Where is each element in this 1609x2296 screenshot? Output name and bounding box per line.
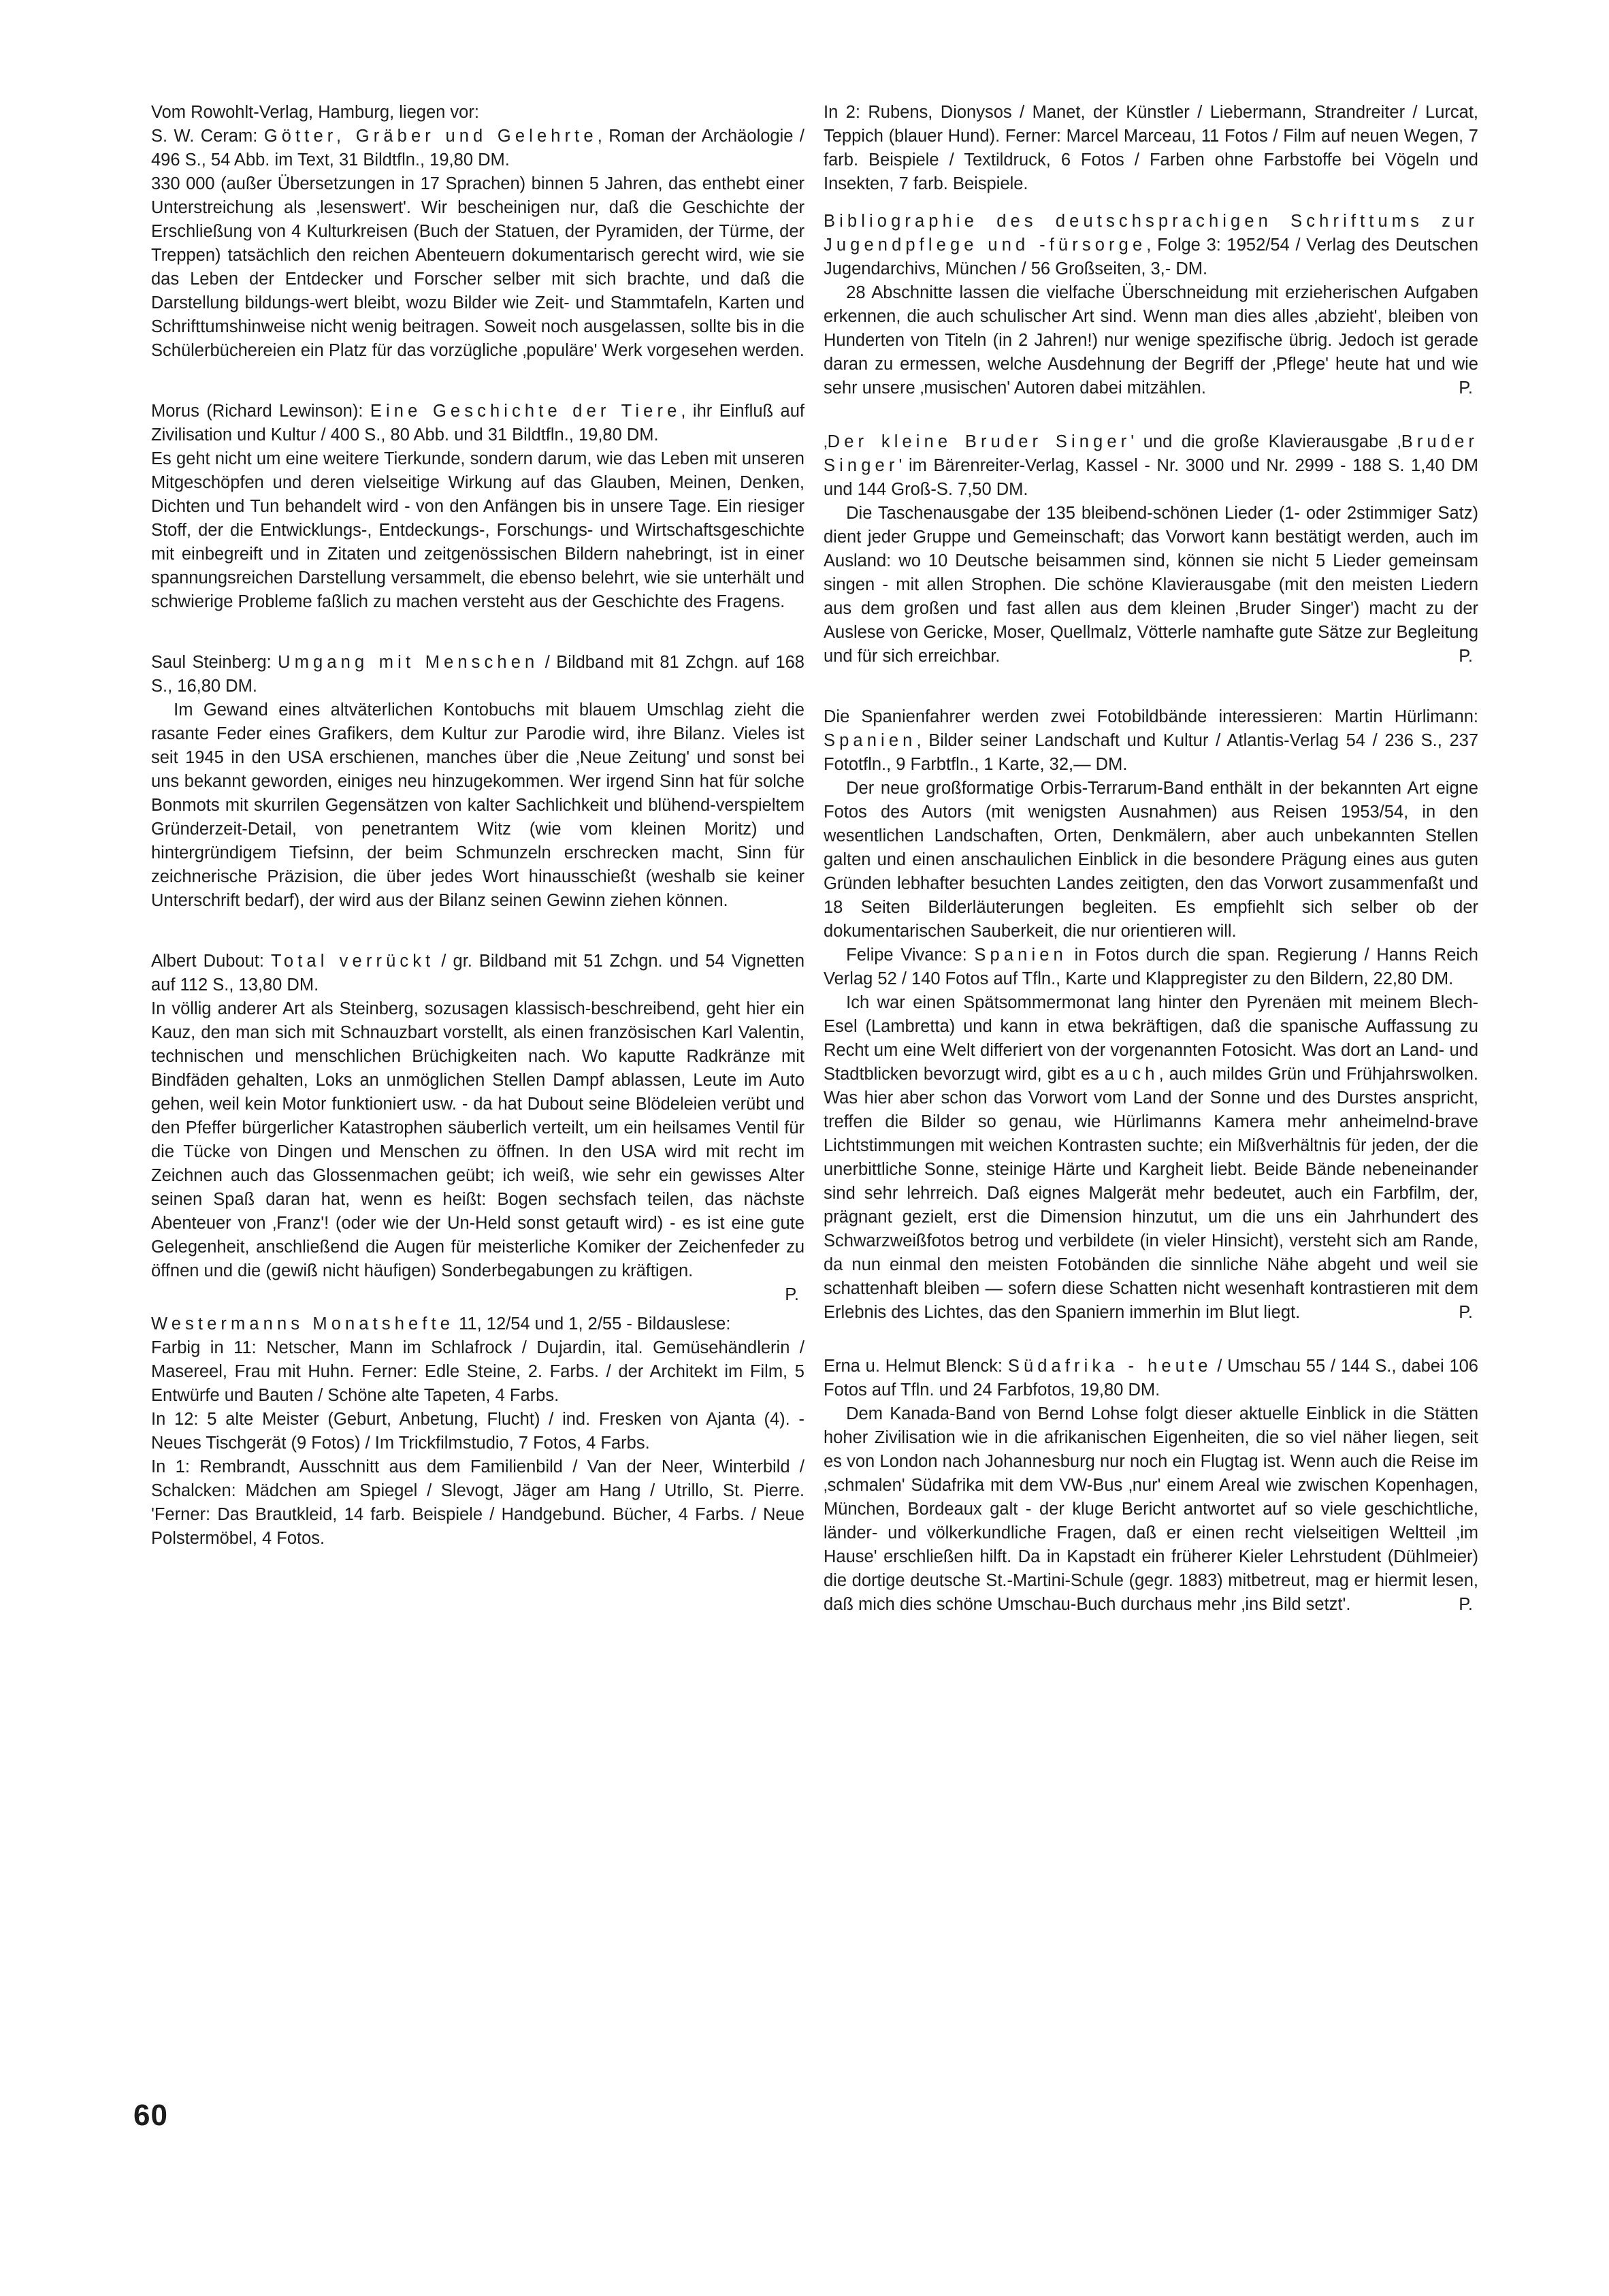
- left-column: [151, 101, 804, 1551]
- spanien-details: , Bilder seiner Landschaft und Kultur / Atlantis-Verlag 54 / 236 S., 237 Fototfln., 9 Farbtfln., 1 Karte, 32,— DM.: [824, 731, 1478, 774]
- singer-title-small: Der kleine Bruder Singer: [827, 432, 1131, 451]
- review-bibliographie: [824, 210, 1478, 400]
- suedafrika-citation: [824, 1355, 1478, 1402]
- suedafrika-review: Dem Kanada-Band von Bernd Lohse folgt dieser aktuelle Einblick in die Stätten hoher Zivilisation wie in die afrikanischen Eigenheiten, die so viel näher liegen, seit es von London nach Johannesburg nur noch ein Flugtag ist. Wenn auch die Reise im ‚schmalen' Südafrika mit dem VW-Bus ‚nur' einem Areal wie zwischen Kopenhagen, München, Bordeaux galt - der kluge Bericht antwortet auf so viele geschichtliche, länder- und völkerkundliche Fragen, daß er einen recht vielseitigen Weltteil ‚im Hause' erschließen hilft. Da in Kapstadt ein früherer Kieler Lehrstudent (Dühlmeier) die dortige deutsche St.-Martini-Schule (gegr. 1883) mitbetreut, mag er hiermit lesen, daß mich dies schöne Umschau-Buch durchaus mehr ‚ins Bild setzt'.: [824, 1404, 1478, 1614]
- singer-signature: P.: [1459, 647, 1473, 666]
- review-westermann-cont: [824, 101, 1478, 196]
- dubout-title: Total verrückt: [271, 952, 435, 971]
- review-spanien: [824, 705, 1478, 1325]
- vivance-title: Spanien: [974, 945, 1067, 965]
- morus-author: Morus (Richard Lewinson):: [151, 402, 363, 421]
- page-number: 60: [133, 2099, 168, 2132]
- vivance-review-b: , auch mildes Grün und Frühjahrswolken. Was hier aber schon das Vorwort vom Land der Sonne und des Durstes anspricht, treffen die Bilder so genau, wie Hürlimanns Kamera mehr anheimelnd-brave Lichtstimmungen mit weichen Kontrasten suchte; ein Mißverhältnis für jeden, der die unerbittliche Sonne, steinige Härte und Kargheit liebt. Beide Bände nebeneinander sind sehr lehrreich. Daß eignes Malgerät mehr bedeutet, auch ein Farbfilm, der, prägnant gezielt, erst die Dimension hinzutut, um die uns ein Jahrhundert des Schwarzweißfotos betrog und verbildete (in vieler Hinsicht), versteht sich am Rande, da nun einmal den meisten Fotobänden die sinnliche Nähe abgeht und weil sie schattenhaft bleiben — sofern diese Schatten nicht wesenhaft kontrastieren mit dem Erlebnis des Lichtes, das den Spaniern immerhin im Blut liegt.: [824, 1065, 1479, 1322]
- westermann-citation: [151, 1312, 804, 1336]
- rowohlt-intro: Vom Rowohlt-Verlag, Hamburg, liegen vor:: [151, 103, 479, 122]
- vivance-citation: [824, 943, 1478, 991]
- review-suedafrika: [824, 1355, 1478, 1617]
- vivance-author: Felipe Vivance:: [846, 945, 975, 965]
- vivance-review: [824, 991, 1478, 1325]
- suedafrika-title: Südafrika - heute: [1007, 1357, 1212, 1376]
- suedafrika-author: Erna u. Helmut Blenck:: [824, 1357, 1008, 1376]
- westermann-title: Westermanns Monatshefte: [151, 1314, 455, 1333]
- singer-title-large: Bruder Singer: [824, 432, 1478, 475]
- steinberg-author: Saul Steinberg:: [151, 653, 272, 672]
- ceram-author: S. W. Ceram:: [151, 127, 258, 146]
- review-singer: [824, 430, 1478, 668]
- vivance-review-emphasis: auch: [1104, 1065, 1159, 1084]
- bibliographie-review: 28 Abschnitte lassen die vielfache Überschneidung mit erzieherischen Aufgaben erkennen, die auch schulischer Art sind. Wenn man dies alles ‚abzieht', bleiben von Hunderten von Titeln (in 2 Jahren!) nur wenige spezifische übrig. Jedoch ist gerade daran zu ermessen, welche Ausdehnung der Begriff der ‚Pflege' heute hat und wie sehr unsere ‚musischen' Autoren dabei mitzählen.: [824, 283, 1478, 398]
- westermann-issue-11: Farbig in 11: Netscher, Mann im Schlafrock / Dujardin, ital. Gemüsehändlerin / Masereel, Frau mit Huhn. Ferner: Edle Steine, 2. Farbs. / der Architekt im Film, 5 Entwürfe und Bauten / Schöne alte Tapeten, 4 Farbs.: [151, 1338, 804, 1405]
- dubout-details: / gr. Bildband mit 51 Zchgn. und 54 Vignetten auf 112 S., 13,80 DM.: [151, 952, 804, 995]
- singer-quote: ‚: [824, 432, 828, 451]
- review-westermann: [151, 1312, 804, 1551]
- dubout-review: In völlig anderer Art als Steinberg, sozusagen klassisch-beschreibend, geht hier ein Kauz, den man sich mit Schnauzbart vorstellt, als einen französischen Karl Valentin, technischen und menschlichen Brüchigkeiten nach. Wo kaputte Radkränze mit Bindfäden gehalten, Loks an unmöglichen Stellen Dampf ablassen, Leute im Auto gehen, weil kein Motor funktioniert usw. - da hat Dubout seine Blödeleien verübt und den Pfeffer bürgerlicher Katastrophen säuberlich verteilt, um ein heilsames Ventil für die Tücke von Dingen und Menschen zu öffnen. In den USA wird mit recht im Zeichnen auch das Glossenmachen geübt; ich weiß, wie sehr ein gewisses Alter seinen Spaß daran hat, wenn es heißt: Bogen sechsfach teilen, das nächste Abenteuer von ‚Franz'! (oder wie der Un-Held sonst getauft wird) - es ist eine gute Gelegenheit, anschließend die Augen für meisterliche Komiker der Zeichenfeder zu öffnen und die (gewiß nicht häufigen) Sonderbegabungen zu kräftigen.: [151, 999, 804, 1280]
- ceram-title: Götter, Gräber und Gelehrte: [263, 127, 598, 146]
- bibliographie-title: Bibliographie des deutschsprachigen Schrifttums zur Jugendpflege und -fürsorge: [824, 212, 1478, 255]
- ceram-details: , Roman der Archäologie / 496 S., 54 Abb. im Text, 31 Bildtfln., 19,80 DM.: [151, 127, 805, 169]
- morus-title: Eine Geschichte der Tiere: [370, 402, 681, 421]
- bibliographie-details: , Folge 3: 1952/54 / Verlag des Deutschen Jugendarchivs, München / 56 Großseiten, 3,- DM.: [824, 236, 1479, 278]
- morus-details: , ihr Einfluß auf Zivilisation und Kultur / 400 S., 80 Abb. und 31 Bildtfln., 19,80 DM.: [151, 402, 804, 444]
- review-dubout: [151, 950, 804, 1307]
- vivance-review-a: Ich war einen Spätsommermonat lang hinter den Pyrenäen mit meinem Blech-Esel (Lambretta) und kann in etwa bekräftigen, daß die spanische Auffassung zu Recht um eine Welt differiert von der vorgenannten Fotosicht. Was dort an Land- und Stadtblicken bevorzugt wird, gibt es: [824, 993, 1478, 1084]
- steinberg-citation: [151, 651, 804, 698]
- spanien-review: Der neue großformatige Orbis-Terrarum-Band enthält in der bekannten Art eigne Fotos des Autors (mit wenigsten Ausnahmen) aus Reisen 1953/54, in den wesentlichen Landschaften, Orten, Denkmälern, aber auch unbekannten Stellen galten und einen anschaulichen Einblick in die besondere Prägung eines aus guten Gründen lebhafter besuchten Landes zeitigten, den das Vorwort zusammenfaßt und 18 Seiten Bilderläuterungen begleiten. Es empfiehlt sich selber ob der dokumentarischen Sauberkeit, die nur orientieren will.: [824, 779, 1478, 941]
- singer-review: Die Taschenausgabe der 135 bleibend-schönen Lieder (1- oder 2stimmiger Satz) dient jeder Gruppe und Gemeinschaft; das Vorwort kann bestätigt werden, auch im Ausland: wo 10 Deutsche beisammen sind, können sie nicht 5 Lieder gemeinsam singen - mit allen Strophen. Die schöne Klavierausgabe (mit den meisten Liedern aus dem großen und fast allen aus dem kleinen ‚Bruder Singer') macht zu der Auslese von Gericke, Moser, Quellmalz, Vötterle namhafte gute Sätze zur Begleitung und für sich erreichbar.: [824, 504, 1478, 666]
- suedafrika-signature: P.: [1459, 1595, 1473, 1614]
- review-morus: [151, 400, 804, 614]
- westermann-issue-12: In 12: 5 alte Meister (Geburt, Anbetung, Flucht) / ind. Fresken von Ajanta (4). - Neues Tischgerät (9 Fotos) / Im Trickfilmstudio, 7 Fotos, 4 Farbs.: [151, 1410, 804, 1453]
- westermann-issue-1: In 1: Rembrandt, Ausschnitt aus dem Familienbild / Van der Neer, Winterbild / Schalcken: Mädchen am Spiegel / Slevogt, Jäger am Hang / Utrillo, St. Pierre. 'Ferner: Das Brautkleid, 14 farb. Beispiele / Handgebund. Bücher, 4 Farbs. / Neue Polstermöbel, 4 Fotos.: [151, 1457, 804, 1548]
- review-ceram: [151, 101, 804, 363]
- bibliographie-signature: P.: [1459, 378, 1473, 398]
- dubout-author: Albert Dubout:: [151, 952, 264, 971]
- steinberg-review: Im Gewand eines altväterlichen Kontobuchs mit blauem Umschlag zieht die rasante Feder eines Grafikers, dem Kultur zur Parodie wird, ihre Bilanz. Vieles ist seit 1945 in den USA erschienen, manches über die ‚Neue Zeitung' und sonst bei uns bekannt geworden, einiges neu hinzugekommen. Wer irgend Sinn hat für solche Bonmots mit skurrilen Gegensätzen von kalter Sachlichkeit und blühend-verspieltem Gründerzeit-Detail, von penetrantem Witz (wie vom kleinen Moritz) und hintergründigem Tiefsinn, der beim Schmunzeln erschrecken macht, Sinn für zeichnerische Präzision, die über jedes Wort hinausschießt (weshalb sie keiner Unterschrift bedarf), der wird aus der Bilanz seinen Gewinn ziehen können.: [151, 700, 804, 910]
- dubout-signature: P.: [785, 1285, 799, 1304]
- vivance-details: in Fotos durch die span. Regierung / Hanns Reich Verlag 52 / 140 Fotos auf Tfln., Karte und Klappregister zu den Bildern, 22,80 DM.: [824, 945, 1478, 988]
- spanien-signature: P.: [1459, 1303, 1473, 1322]
- ceram-review: 330 000 (außer Übersetzungen in 17 Sprachen) binnen 5 Jahren, das enthebt einer Unterstreichung als ‚lesenswert'. Wir bescheinigen nur, daß die Geschichte der Erschließung von 4 Kulturkreisen (Buch der Statuen, der Pyramiden, der Türme, der Treppen) tatsächlich den reichen Abenteuern dokumentarisch gerecht wird, wie sie das Leben der Entdecker und Forscher selber mit sich brachte, und daß die Darstellung bildungs-wert bleibt, wozu Bilder wie Zeit- und Stammtafeln, Karten und Schrifttumshinweise nicht wenig beitragen. Soweit noch ausgelassen, sollte bis in die Schülerbüchereien ein Platz für das vorzügliche ‚populäre' Werk vorgesehen werden.: [151, 174, 804, 360]
- suedafrika-details: / Umschau 55 / 144 S., dabei 106 Fotos auf Tfln. und 24 Farbfotos, 19,80 DM.: [824, 1357, 1478, 1400]
- morus-review: Es geht nicht um eine weitere Tierkunde, sondern darum, wie das Leben mit unseren Mitgeschöpfen und deren vielseitige Wirkung auf das Glauben, Meinen, Denken, Dichten und Tun behandelt wird - von den Anfängen bis in unsere Tage. Ein riesiger Stoff, der die Entwicklungs-, Entdeckungs-, Forschungs- und Wirtschaftsgeschichte mit einbegreift und in Zitaten und zeitgenössischen Bildern nahebringt, ist in einer spannungsreichen Darstellung versammelt, die ebenso belehrt, wie sie unterhält und schwierige Probleme faßlich zu machen versteht aus der Geschichte des Fragens.: [151, 449, 804, 611]
- westermann-details: 11, 12/54 und 1, 2/55 - Bildauslese:: [454, 1314, 731, 1333]
- bibliographie-citation: [824, 210, 1478, 281]
- spanien-intro: Die Spanienfahrer werden zwei Fotobildbände interessieren: Martin Hürlimann:: [824, 707, 1478, 726]
- steinberg-title: Umgang mit Menschen: [278, 653, 539, 672]
- singer-citation: [824, 430, 1478, 502]
- singer-details: ' im Bärenreiter-Verlag, Kassel - Nr. 3000 und Nr. 2999 - 188 S. 1,40 DM und 144 Groß-S. 7,50 DM.: [824, 456, 1478, 499]
- review-steinberg: [151, 651, 804, 913]
- singer-mid: ' und die große Klavierausgabe ‚: [1131, 432, 1401, 451]
- morus-citation: [151, 400, 804, 447]
- ceram-citation: [151, 125, 804, 172]
- dubout-citation: [151, 950, 804, 997]
- right-column: [824, 101, 1478, 1617]
- spanien-title: Spanien: [824, 731, 917, 750]
- steinberg-details: / Bildband mit 81 Zchgn. auf 168 S., 16,80 DM.: [151, 653, 804, 696]
- westermann-issue-2: In 2: Rubens, Dionysos / Manet, der Künstler / Liebermann, Strandreiter / Lurcat, Teppich (blauer Hund). Ferner: Marcel Marceau, 11 Fotos / Film auf neuen Wegen, 7 farb. Beispiele / Textildruck, 6 Fotos / Farben ohne Farbstoffe bei Vögeln und Insekten, 7 farb. Beispiele.: [824, 103, 1478, 193]
- spanien-citation: [824, 705, 1478, 777]
